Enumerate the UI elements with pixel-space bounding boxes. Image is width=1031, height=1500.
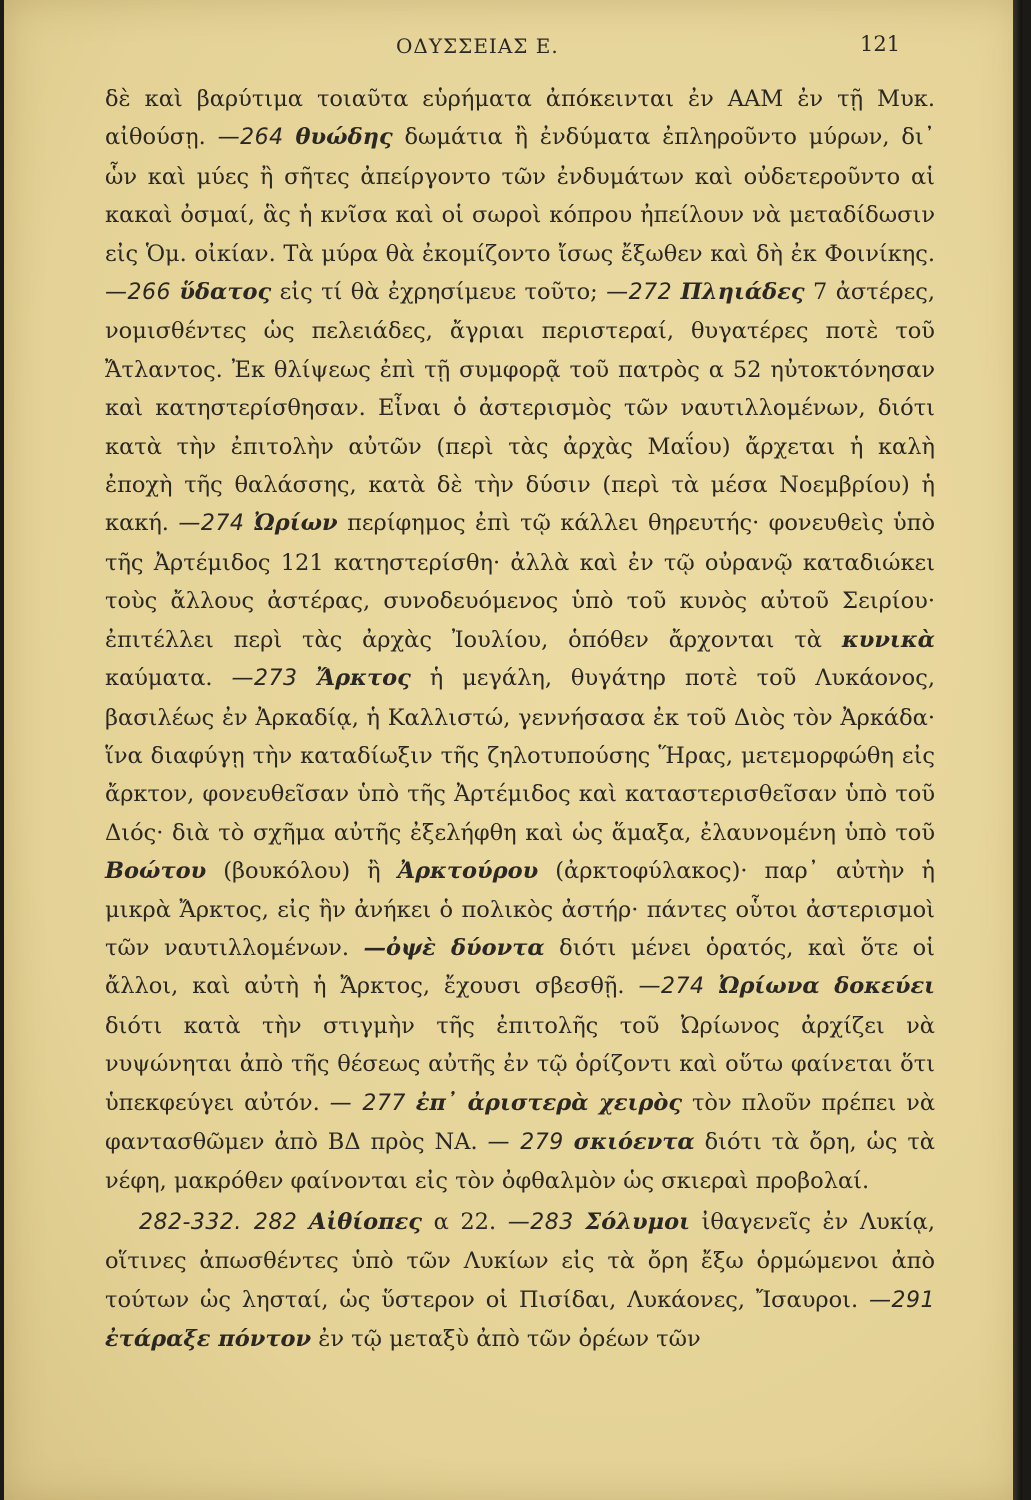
paragraph-1	[105, 80, 935, 1201]
commentary-text-run: διότι μένει ὁρατός, καὶ ὅτε οἱ ἄλλοι, καὶ αὐτὴ ἡ Ἄρκτος, ἔχουσι σβεσθῇ.	[105, 934, 935, 1000]
lemma-term: κυνικὰ	[841, 626, 935, 653]
lemma-term: Ὠρίωνα δοκεύει	[718, 973, 936, 1000]
lemma-term: θυώδης	[295, 124, 393, 151]
verse-reference: —274	[638, 974, 705, 1000]
commentary-text-run: εἰς τί θὰ ἐχρησίμευε τοῦτο;	[279, 279, 598, 306]
lemma-term: ἐπ᾽ ἀριστερὰ χειρὸς	[415, 1089, 683, 1116]
verse-reference: — 279	[487, 1129, 564, 1155]
verse-reference: —264	[217, 125, 284, 151]
verse-reference: —273	[231, 666, 298, 692]
verse-reference: — 277	[329, 1090, 406, 1116]
lemma-term: Ἄρκτος	[316, 665, 411, 692]
lemma-term: —ὀψὲ δύοντα	[363, 934, 545, 961]
lemma-term: ἐτάραξε πόντον	[105, 1326, 312, 1352]
lemma-term: Σόλυμοι	[585, 1208, 690, 1235]
lemma-term: Ἀρκτούρου	[397, 858, 539, 885]
commentary-text	[105, 80, 935, 1358]
commentary-text-run: (βουκόλου) ἢ	[223, 858, 381, 885]
commentary-text-run: ἰθαγενεῖς ἐν Λυκίᾳ, οἵτινες ἀπωσθέντες ὑπὸ τῶν Λυκίων εἰς τὰ ὄρη ἔξω ὁρμώμενοι ἀπὸ τούτων ὡς λησταί, ὡς ὕστερον οἱ Πισίδαι, Λυκάονες, Ἴσαυροι.	[105, 1208, 936, 1313]
lemma-term: Βοώτου	[105, 858, 207, 885]
verse-reference: —266	[105, 280, 171, 306]
lemma-term: Ὠρίων	[253, 510, 338, 537]
commentary-text-run: περίφημος ἐπὶ τῷ κάλλει θηρευτής· φονευθεὶς ὑπὸ τῆς Ἀρτέμιδος 121 κατηστερίσθη· ἀλλὰ καὶ ἐν τῷ οὐρανῷ καταδιώκει τοὺς ἄλλους ἀστέρας, συνοδευόμενος ὑπὸ τοῦ κυνὸς αὐτοῦ Σειρίου· ἐπιτέλλει περὶ τὰς ἀρχὰς Ἰουλίου, ὁπόθεν ἄρχονται τὰ	[105, 510, 936, 653]
commentary-text-run: 7 ἀστέρες, νομισθέντες ὡς πελειάδες, ἄγριαι περιστεραί, θυγατέρες ποτὲ τοῦ Ἄτλαντος. Ἐκ θλίψεως ἐπὶ τῇ συμφορᾷ τοῦ πατρὸς α 52 ηὐτοκτόνησαν καὶ κατηστερίσθησαν. Εἶναι ὁ ἀστερισμὸς τῶν ναυτιλλομένων, διότι κατὰ τὴν ἐπιτολὴν αὐτῶν (περὶ τὰς ἀρχὰς Μαΐου) ἄρχεται ἡ καλὴ ἐποχὴ τῆς θαλάσσης, κατὰ δὲ τὴν δύσιν (περὶ τὰ μέσα Νοεμβρίου) ἡ κακή.	[105, 279, 935, 537]
lemma-term: σκιόεντα	[573, 1128, 695, 1155]
verse-reference: —274	[178, 511, 245, 537]
verse-reference: —291	[869, 1287, 935, 1313]
commentary-text-run: δὲ καὶ βαρύτιμα τοιαῦτα εὑρήματα ἀπόκεινται ἐν ΑΑΜ ἐν τῇ Μυκ. αἰθούσῃ.	[105, 86, 935, 151]
running-header	[0, 30, 1031, 66]
verse-reference: —272	[606, 280, 673, 306]
page-number: 121	[860, 32, 901, 56]
commentary-text-run: διότι κατὰ τὴν στιγμὴν τῆς ἐπιτολῆς τοῦ Ὠρίωνος ἀρχίζει νὰ νυψώνηται ἀπὸ τῆς θέσεως αὐτῆς ἐν τῷ ὁρίζοντι καὶ οὕτω φαίνεται ὅτι ὑπεκφεύγει αὐτόν.	[105, 1012, 935, 1116]
lemma-term: ὕδατος	[179, 279, 272, 306]
lemma-term: Πληιάδες	[680, 279, 805, 306]
lemma-term: Αἰθίοπες	[308, 1208, 422, 1235]
commentary-text-run: (ἀρκτοφύλακος)· παρ᾽ αὐτὴν ἡ μικρὰ Ἄρκτος, εἰς ἣν ἀνήκει ὁ πολικὸς ἀστήρ· πάντες οὗτοι ἀστερισμοὶ τῶν ναυτιλλομένων.	[105, 858, 935, 961]
verse-reference: —283	[507, 1209, 574, 1235]
commentary-text-run: τὸν πλοῦν πρέπει νὰ φαντασθῶμεν ἀπὸ ΒΔ πρὸς ΝΑ.	[105, 1089, 936, 1155]
commentary-text-run: ἐν τῷ μεταξὺ ἀπὸ τῶν ὀρέων τῶν	[318, 1326, 701, 1352]
running-title: ΟΔΥΣΣΕΙΑΣ Ε.	[396, 34, 559, 58]
commentary-text-run: δωμάτια ἢ ἐνδύματα ἐπληροῦντο μύρων, δι᾽ ὧν καὶ μύες ἢ σῆτες ἀπείργοντο τῶν ἐνδυμάτων καὶ οὐδετεροῦντο αἱ κακαὶ ὀσμαί, ἃς ἡ κνῖσα καὶ οἱ σωροὶ κόπρου ἠπείλουν νὰ μεταδίδωσιν εἰς Ὁμ. οἰκίαν. Τὰ μύρα θὰ ἐκομίζοντο ἴσως ἔξωθεν καὶ δὴ ἐκ Φοινίκης.	[105, 124, 935, 267]
paragraph-2	[105, 1203, 935, 1359]
commentary-text-run: α 22.	[433, 1208, 497, 1235]
commentary-text-run: διότι τὰ ὄρη, ὡς τὰ νέφη, μακρόθεν φαίνονται εἰς τὸν ὀφθαλμὸν ὡς σκιεραὶ προβολαί.	[105, 1128, 935, 1195]
commentary-text-run: ἡ μεγάλη, θυγάτηρ ποτὲ τοῦ Λυκάονος, βασιλέως ἐν Ἀρκαδίᾳ, ἡ Καλλιστώ, γεννήσασα ἐκ τοῦ Διὸς τὸν Ἀρκάδα· ἵνα διαφύγῃ τὴν καταδίωξιν τῆς ζηλοτυπούσης Ἥρας, μετεμορφώθη εἰς ἄρκτον, φονευθεῖσαν ὑπὸ τῆς Ἀρτέμιδος καὶ καταστερισθεῖσαν ὑπὸ τοῦ Διός· διὰ τὸ σχῆμα αὐτῆς ἐξελήφθη καὶ ὡς ἅμαξα, ἐλαυνομένη ὑπὸ τοῦ	[105, 665, 935, 846]
commentary-text-run: καύματα.	[105, 665, 213, 692]
verse-reference: 282-332. 282	[139, 1209, 298, 1235]
book-spine-edge	[1013, 0, 1022, 1500]
